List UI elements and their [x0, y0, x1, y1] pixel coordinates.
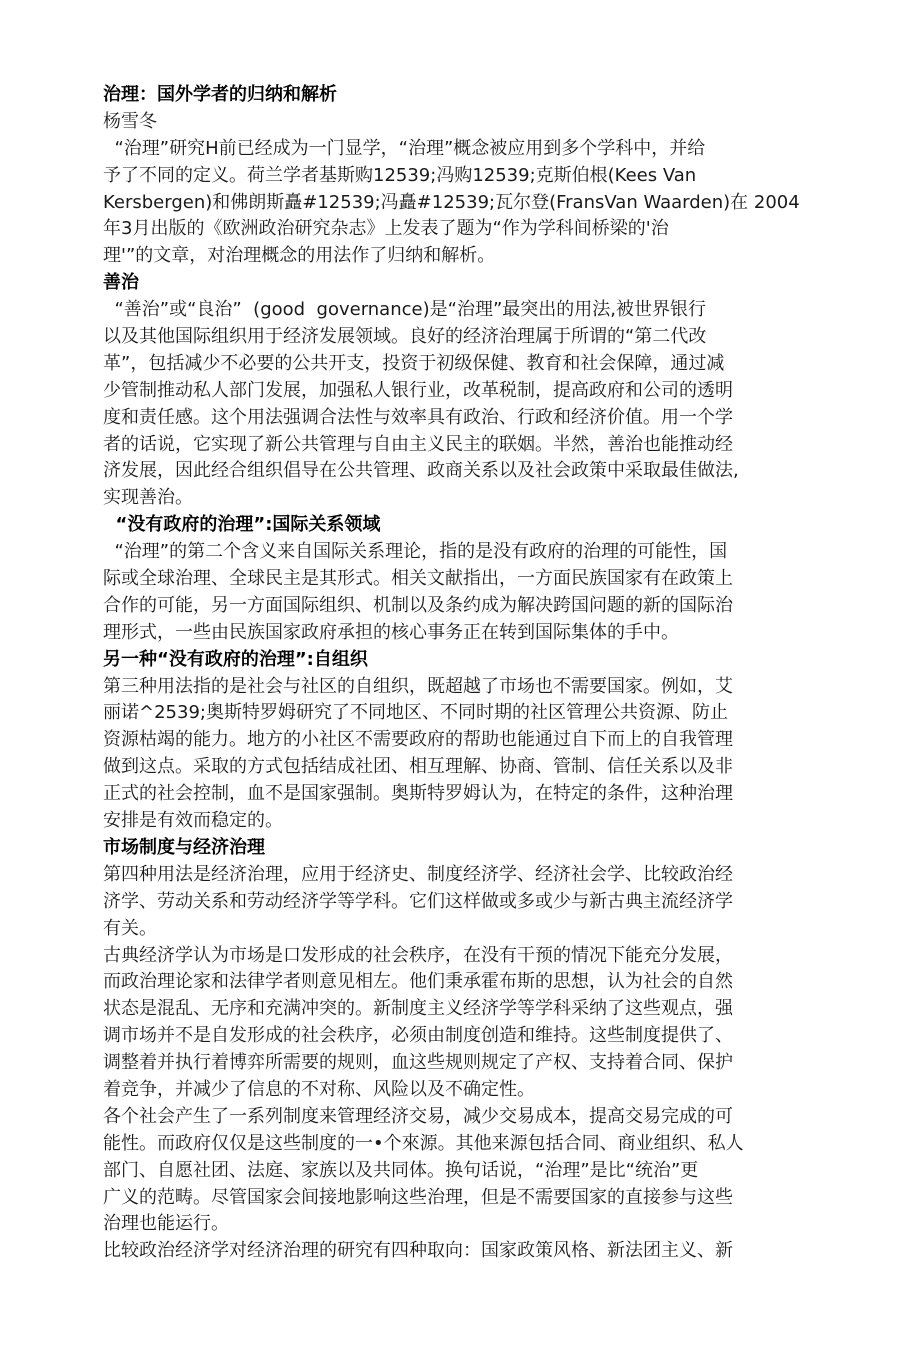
text-line: 予了不同的定义。荷兰学者基斯购12539;冯购12539;克斯伯根(Kees Van — [103, 164, 697, 186]
paragraph-international-relations — [103, 539, 833, 647]
paragraph-comparative-political-economy — [103, 1238, 833, 1265]
text-line: 济学、劳动关系和劳动经济学等学科。它们这样做或多或少与新古典主流经济学 — [103, 890, 733, 912]
paragraph-intro — [103, 136, 833, 270]
text-line: 以及其他国际组织用于经济发展领域。良好的经济治理属于所谓的“第二代改 — [103, 326, 707, 348]
section-heading-market-economic-governance: 市场制度与经济治理 — [103, 836, 265, 858]
text-line: 理'”的文章，对治理概念的用法作了归纳和解析。 — [103, 245, 496, 267]
text-line: 第四种用法是经济治理，应用于经济史、制度经济学、经济社会学、比较政治经 — [103, 863, 733, 885]
text-line: 者的话说，它实现了新公共管理与自由主义民主的联姻。半然，善治也能推动经 — [103, 433, 733, 455]
paragraph-self-organization — [103, 674, 833, 835]
text-line: 度和责任感。这个用法强调合法性与效率具有政治、行政和经济价值。用一个学 — [103, 406, 733, 428]
text-line: 调市场并不是自发形成的社会秩序，必须由制度创造和维持。这些制度提供了、 — [103, 1025, 733, 1047]
text-line: 年3月出版的《欧洲政治研究杂志》上发表了题为“作为学科间桥梁的'治 — [103, 218, 669, 240]
text-line: 比较政治经济学对经济治理的研究有四种取向：国家政策风格、新法团主义、新 — [103, 1240, 733, 1262]
text-line: 理形式，一些由民族国家政府承担的核心事务正在转到国际集体的手中。 — [103, 621, 679, 643]
text-line: 合作的可能，另一方面国际组织、机制以及条约成为解决跨国问题的新的国际治 — [103, 594, 733, 616]
text-line: 正式的社会控制，血不是国家强制。奥斯特罗姆认为，在特定的条件，这种治理 — [103, 783, 733, 805]
text-line: “善治”或“良治” (good governance)是“治理”最突出的用法,被世界银行 — [103, 299, 706, 321]
text-line: 古典经济学认为市场是口发形成的社会秩序，在没有干预的情况下能充分发展， — [103, 944, 733, 966]
text-line: 安排是有效而稳定的。 — [103, 810, 283, 832]
paragraph-good-governance — [103, 297, 833, 512]
document-title: 治理：国外学者的归纳和解析 — [103, 84, 337, 105]
text-line: “治理”的第二个含义来自国际关系理论，指的是没有政府的治理的可能性，国 — [103, 541, 728, 563]
text-line: 着竞争，并减少了信息的不对称、风险以及不确定性。 — [103, 1078, 535, 1100]
text-line: 少管制推动私人部门发展，加强私人银行业，改革税制，提高政府和公司的透明 — [103, 379, 733, 401]
document-body — [103, 82, 833, 1265]
text-line: 际或全球治理、全球民主是其形式。相关文献指出，一方面民族国家有在政策上 — [103, 568, 733, 590]
text-line: 实现善治。 — [103, 487, 193, 509]
text-line: 第三种用法指的是社会与社区的自组织，既超越了市场也不需要国家。例如，艾 — [103, 675, 733, 697]
paragraph-classical-economics — [103, 943, 833, 1104]
text-line: 调整着并执行着博弈所需要的规则，血这些规则规定了产权、支持着合同、保护 — [103, 1052, 733, 1074]
section-heading-international-relations: “没有政府的治理”:国际关系领域 — [103, 514, 381, 536]
text-line: 而政治理论家和法律学者则意见相左。他们秉承霍布斯的思想，认为社会的自然 — [103, 971, 733, 993]
paragraph-economic-governance — [103, 862, 833, 943]
text-line: 资源枯竭的能力。地方的小社区不需要政府的帮助也能通过自下而上的自我管理 — [103, 729, 733, 751]
text-line: 丽诺^2539;奥斯特罗姆研究了不同地区、不同时期的社区管理公共资源、防止 — [103, 702, 728, 724]
text-line: 做到这点。采取的方式包括结成社团、相互理解、协商、管制、信任关系以及非 — [103, 756, 733, 778]
text-line: 状态是混乱、无序和充满冲突的。新制度主义经济学等学科采纳了这些观点，强 — [103, 998, 733, 1020]
text-line: 能性。而政府仅仅是这些制度的一•个來源。其他来源包括合同、商业组织、私人 — [103, 1132, 744, 1154]
text-line: 有关。 — [103, 917, 157, 939]
text-line: Kersbergen)和佛朗斯矗#12539;冯矗#12539;瓦尔登(FransVan Waarden)在 2004 — [103, 191, 800, 213]
paragraph-institutions — [103, 1104, 833, 1238]
text-line: 部门、自愿社团、法庭、家族以及共同体。换句话说，“治理”是比“统治”更 — [103, 1159, 699, 1181]
text-line: 革”，包括减少不必要的公共开支，投资于初级保健、教育和社会保障，通过减 — [103, 352, 725, 374]
document-author: 杨雪冬 — [103, 110, 157, 132]
text-line: 济发展，因此经合组织倡导在公共管理、政商关系以及社会政策中采取最佳做法, — [103, 460, 739, 482]
section-heading-good-governance: 善治 — [103, 272, 139, 294]
text-line: 治理也能运行。 — [103, 1213, 229, 1235]
section-heading-self-organization: 另一种“没有政府的治理”:自组织 — [103, 648, 368, 670]
text-line: 广义的范畴。尽管国家会间接地影响这些治理，但是不需要国家的直接参与这些 — [103, 1186, 733, 1208]
text-line: 各个社会产生了一系列制度来管理经济交易，减少交易成本，提高交易完成的可 — [103, 1105, 733, 1127]
text-line: “治理”研究H前已经成为一门显学，“治理”概念被应用到多个学科中，并给 — [103, 137, 706, 159]
